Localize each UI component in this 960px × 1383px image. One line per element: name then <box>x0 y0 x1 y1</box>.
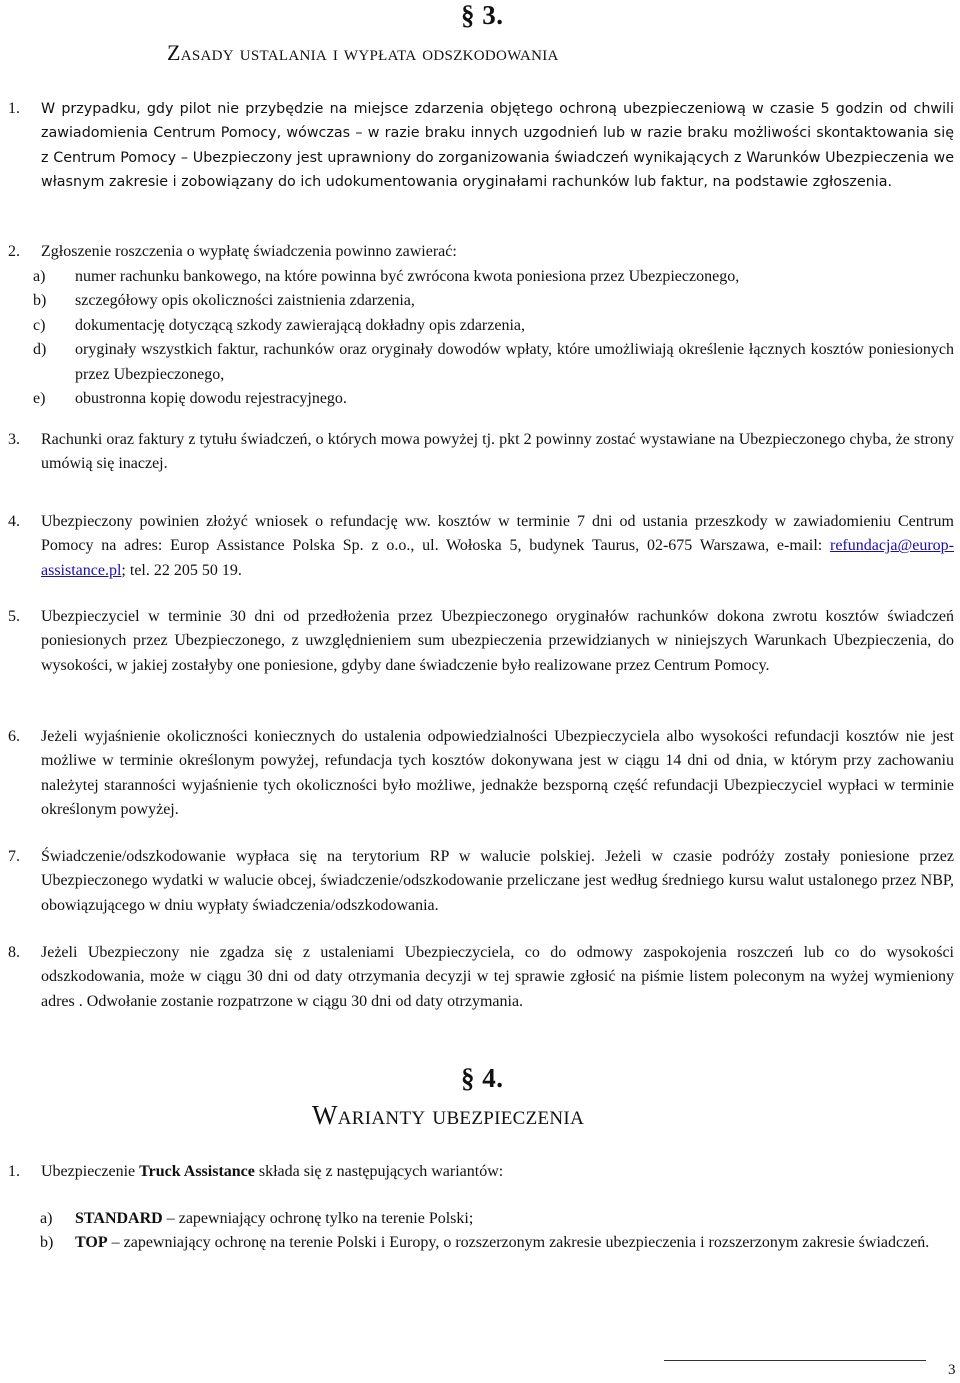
list-item <box>8 289 954 313</box>
paragraph-text: Ubezpieczyciel w terminie 30 dni od przedłożenia przez Ubezpieczonego oryginałów rachunków dokona zwrotu kosztów świadczeń poniesionych przez Ubezpieczonego, z uwzględnieniem sum ubezpieczenia przewidzianych w niniejszych Warunkach Ubezpieczenia, do wysokości, w jakiej zostałyby one poniesione, gdyby dane świadczenie było realizowane przez Centrum Pomocy. <box>41 608 954 674</box>
variant-description: – zapewniający ochronę na terenie Polski i Europy, o rozszerzonym zakresie ubezpieczenia i rozszerzonym zakresie świadczeń. <box>107 1234 930 1252</box>
claim-requirements-list <box>8 265 954 411</box>
paragraph-text-end: ; tel. 22 205 50 19. <box>121 561 242 579</box>
variant-name: TOP <box>75 1234 108 1252</box>
list-item-text <box>75 1207 954 1231</box>
list-item-text: dokumentację dotyczącą szkody zawierającą dokładny opis zdarzenia, <box>75 316 526 334</box>
footer-divider <box>664 1360 926 1361</box>
section-3-paragraph-6 <box>8 725 954 823</box>
paragraph-number: 1. <box>8 1163 20 1180</box>
paragraph-number: 2. <box>8 243 20 260</box>
paragraph-number: 6. <box>8 728 20 745</box>
section-3-number: § 3. <box>461 0 504 30</box>
section-3-title: Zasady ustalania i wypłata odszkodowania <box>167 40 559 65</box>
list-item-text: obustronna kopię dowodu rejestracyjnego. <box>75 390 347 408</box>
list-item-label: d) <box>33 341 47 359</box>
paragraph-number: 7. <box>8 848 20 865</box>
paragraph-text: Jeżeli wyjaśnienie okoliczności koniecznych do ustalenia odpowiedzialności Ubezpieczyciela albo wysokości refundacji kosztów nie jest możliwe w terminie określonym powyżej, refundacja tych kosztów dokonywana jest w ciągu 14 dni od dnia, w którym przy zachowaniu należytej staranności wyjaśnienie tych okoliczności było możliwe, jednakże bezsporną część refundacji Ubezpieczyciel wypłaci w terminie określonym powyżej. <box>41 728 954 819</box>
paragraph-text <box>41 1160 954 1184</box>
section-3-paragraph-2 <box>8 240 954 264</box>
refund-email-link[interactable]: refundacja@europ-assistance.pl <box>41 537 954 579</box>
list-item-label: c) <box>33 316 46 334</box>
section-3-paragraph-4 <box>8 510 954 583</box>
list-item-label: b) <box>33 292 47 310</box>
paragraph-text-start: Ubezpieczenie <box>41 1163 140 1180</box>
variant-name: STANDARD <box>75 1210 163 1227</box>
list-item-label: a) <box>33 268 46 285</box>
paragraph-number: 1. <box>8 100 20 117</box>
section-3-paragraph-8 <box>8 941 954 1014</box>
paragraph-number: 3. <box>8 431 20 448</box>
list-item-text <box>75 1231 954 1255</box>
list-item-label: e) <box>33 390 46 408</box>
list-item-label: b) <box>40 1234 54 1252</box>
list-item <box>8 338 954 387</box>
list-item <box>8 387 954 411</box>
section-3-paragraph-7 <box>8 845 954 918</box>
paragraph-text-start: Ubezpieczony powinien złożyć wniosek o refundację ww. kosztów w terminie 7 dni od ustania przeszkody w zawiadomieniu Centrum Pomocy na adres: Europ Assistance Polska Sp. z o.o., ul. Wołoska 5, budynek Taurus, 02-675 Warszawa, e-mail: <box>41 513 954 555</box>
list-item-text: oryginały wszystkich faktur, rachunków oraz oryginały dowodów wpłaty, które umożliwiają określenie łącznych kosztów poniesionych przez Ubezpieczonego, <box>75 341 954 383</box>
section-4-paragraph-1 <box>8 1160 954 1184</box>
paragraph-text: Świadczenie/odszkodowanie wypłaca się na terytorium RP w walucie polskiej. Jeżeli w czasie podróży zostały poniesione przez Ubezpieczonego wydatki w walucie obcej, świadczenie/odszkodowanie przeliczane jest według średniego kursu walut ustalonego przez NBP, obowiązującego w dniu wypłaty świadczenia/odszkodowania. <box>41 848 954 914</box>
list-item <box>8 314 954 338</box>
paragraph-text-end: składa się z następujących wariantów: <box>254 1163 504 1180</box>
list-item <box>8 1207 954 1231</box>
list-item-text: szczegółowy opis okoliczności zaistnienia zdarzenia, <box>75 292 415 310</box>
paragraph-number: 8. <box>8 944 20 961</box>
paragraph-text <box>41 510 954 583</box>
page-number: 3 <box>948 1362 956 1378</box>
variants-list <box>8 1207 954 1256</box>
section-3-paragraph-1 <box>8 97 954 195</box>
section-3-paragraph-5 <box>8 605 954 678</box>
list-item <box>8 1231 954 1255</box>
paragraph-number: 4. <box>8 513 20 530</box>
section-3-paragraph-3 <box>8 428 954 477</box>
variant-description: – zapewniający ochronę tylko na terenie Polski; <box>162 1210 474 1227</box>
paragraph-text: Jeżeli Ubezpieczony nie zgadza się z ustaleniami Ubezpieczyciela, co do odmowy zaspokojenia roszczeń lub co do wysokości odszkodowania, może w ciągu 30 dni od daty otrzymania decyzji w tej sprawie zgłosić na piśmie listem poleconym na wyżej wymieniony adres . Odwołanie zostanie rozpatrzone w ciągu 30 dni od daty otrzymania. <box>41 944 954 1010</box>
paragraph-number: 5. <box>8 608 20 625</box>
section-4-number: § 4. <box>461 1063 504 1093</box>
list-item-text: numer rachunku bankowego, na które powinna być zwrócona kwota poniesiona przez Ubezpieczonego, <box>75 268 740 285</box>
list-item-label: a) <box>40 1210 53 1227</box>
section-4-title: Warianty ubezpieczenia <box>312 1100 585 1130</box>
paragraph-text: Zgłoszenie roszczenia o wypłatę świadczenia powinno zawierać: <box>41 243 457 260</box>
paragraph-text: Rachunki oraz faktury z tytułu świadczeń, o których mowa powyżej tj. pkt 2 powinny zostać wystawiane na Ubezpieczonego chyba, że strony umówią się inaczej. <box>41 431 954 473</box>
list-item <box>8 265 954 289</box>
paragraph-text: W przypadku, gdy pilot nie przybędzie na miejsce zdarzenia objętego ochroną ubezpieczeniową w czasie 5 godzin od chwili zawiadomienia Centrum Pomocy, wówczas – w razie braku innych uzgodnień lub w razie braku możliwości skontaktowania się z Centrum Pomocy – Ubezpieczony jest uprawniony do zorganizowania świadczeń wynikających z Warunków Ubezpieczenia we własnym zakresie i zobowiązany do ich udokumentowania oryginałami rachunków lub faktur, na podstawie zgłoszenia. <box>41 101 954 191</box>
product-name: Truck Assistance <box>139 1163 255 1180</box>
